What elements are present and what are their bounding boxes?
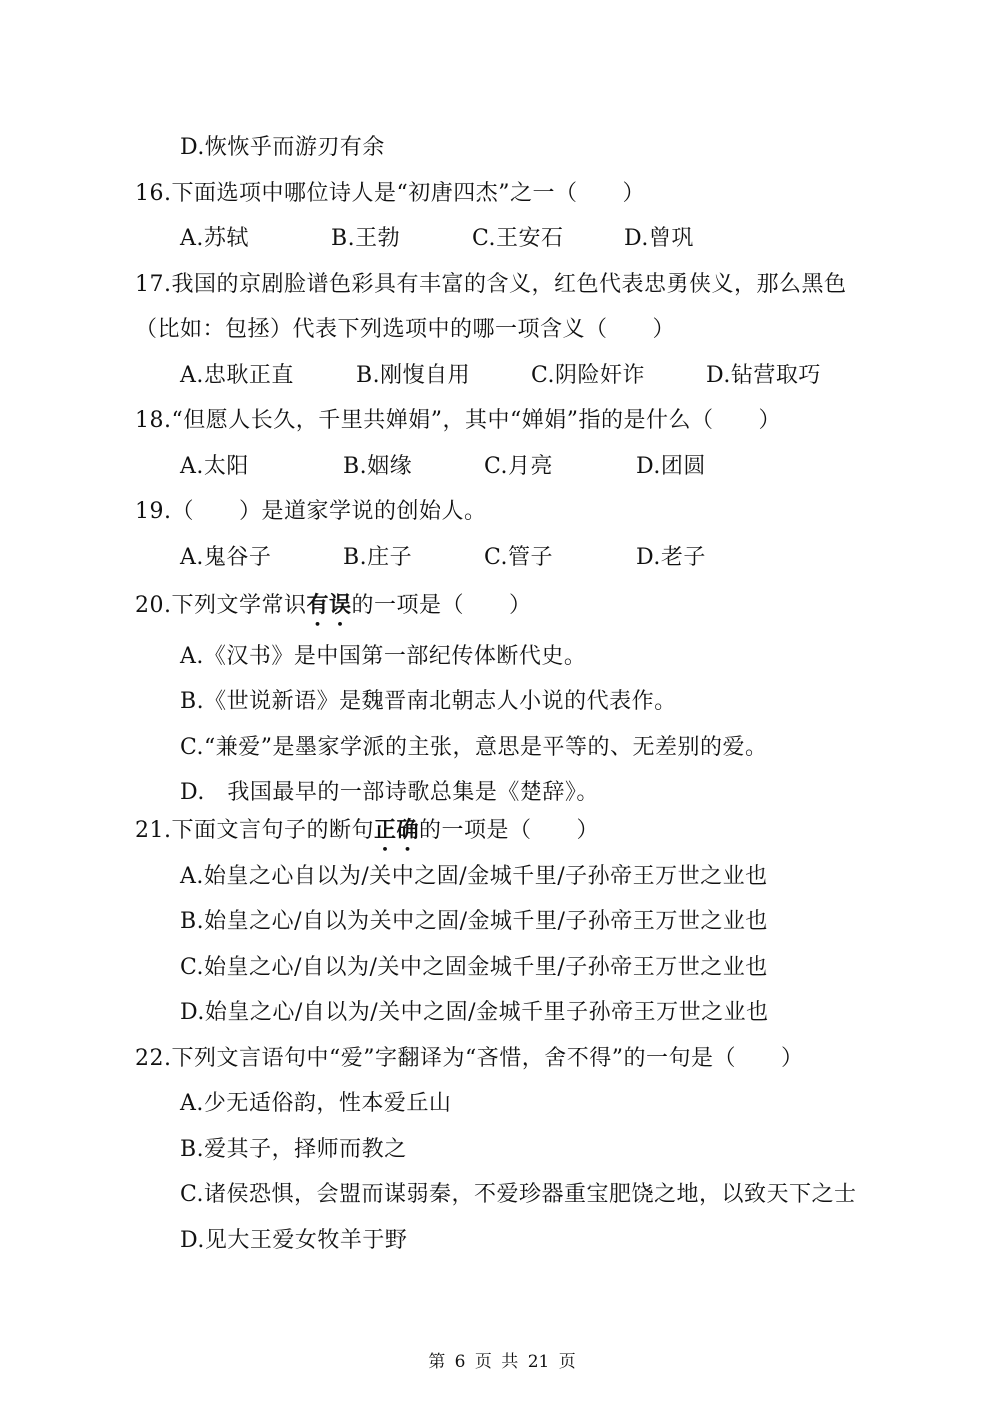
q16-option-b: B.王勃	[331, 226, 401, 251]
q16-stem: 16.下面选项中哪位诗人是“初唐四杰”之一（ ）	[135, 181, 645, 206]
q15-option-d: D.恢恢乎而游刃有余	[180, 135, 385, 160]
page-footer: 第 6 页 共 21 页	[428, 1352, 576, 1372]
q16-option-d: D.曾巩	[624, 226, 694, 251]
q17-option-c: C.阴险奸诈	[531, 363, 646, 388]
q20-stem	[135, 591, 532, 631]
q21-stem-emphasis: 正确	[374, 818, 420, 843]
q21-stem	[135, 816, 599, 856]
q22-option-d: D.见大王爱女牧羊于野	[180, 1228, 408, 1253]
q20-option-d: D. 我国最早的一部诗歌总集是《楚辞》。	[180, 780, 599, 805]
q16-option-a: A.苏轼	[180, 226, 249, 251]
q21-option-b: B.始皇之心/自以为关中之固/金城千里/子孙帝王万世之业也	[180, 909, 768, 934]
q17-stem-line1: 17.我国的京剧脸谱色彩具有丰富的含义，红色代表忠勇侠义，那么黑色	[135, 272, 847, 297]
q20-stem-emphasis: 有误	[306, 593, 352, 618]
q21-stem-suffix: 的一项是（ ）	[419, 818, 600, 843]
q21-option-a: A.始皇之心自以为/关中之固/金城千里/子孙帝王万世之业也	[180, 864, 768, 889]
q22-stem: 22.下列文言语句中“爱”字翻译为“吝惜，舍不得”的一句是（ ）	[135, 1046, 804, 1071]
q17-option-a: A.忠耿正直	[180, 363, 294, 388]
q21-option-d: D.始皇之心/自以为/关中之固/金城千里子孙帝王万世之业也	[180, 1000, 769, 1025]
q20-option-c: C.“兼爱”是墨家学派的主张，意思是平等的、无差别的爱。	[180, 735, 768, 760]
q18-option-c: C.月亮	[484, 454, 554, 479]
q19-option-c: C.管子	[484, 545, 554, 570]
q21-stem-prefix: 21.下面文言句子的断句	[135, 818, 374, 843]
q19-option-b: B.庄子	[343, 545, 413, 570]
q18-option-b: B.姻缘	[343, 454, 413, 479]
q16-option-c: C.王安石	[472, 226, 564, 251]
q20-option-b: B.《世说新语》是魏晋南北朝志人小说的代表作。	[180, 689, 677, 714]
q20-stem-prefix: 20.下列文学常识	[135, 593, 307, 618]
q22-option-c: C.诸侯恐惧，会盟而谋弱秦，不爱珍器重宝肥饶之地，以致天下之士	[180, 1182, 857, 1207]
q20-option-a: A.《汉书》是中国第一部纪传体断代史。	[180, 644, 587, 669]
q19-option-d: D.老子	[636, 545, 706, 570]
q19-option-a: A.鬼谷子	[180, 545, 272, 570]
q21-option-c: C.始皇之心/自以为/关中之固金城千里/子孙帝王万世之业也	[180, 955, 768, 980]
q22-option-b: B.爱其子，择师而教之	[180, 1137, 407, 1162]
q20-stem-suffix: 的一项是（ ）	[351, 593, 532, 618]
q18-option-d: D.团圆	[636, 454, 706, 479]
q17-option-b: B.刚愎自用	[356, 363, 471, 388]
q18-option-a: A.太阳	[180, 454, 249, 479]
q22-option-a: A.少无适俗韵，性本爱丘山	[180, 1091, 452, 1116]
q18-stem: 18.“但愿人长久，千里共婵娟”，其中“婵娟”指的是什么（ ）	[135, 408, 781, 433]
q17-option-d: D.钻营取巧	[706, 363, 821, 388]
q17-stem-line2: （比如：包拯）代表下列选项中的哪一项含义（ ）	[135, 317, 676, 342]
q19-stem: 19.（ ）是道家学说的创始人。	[135, 499, 487, 524]
